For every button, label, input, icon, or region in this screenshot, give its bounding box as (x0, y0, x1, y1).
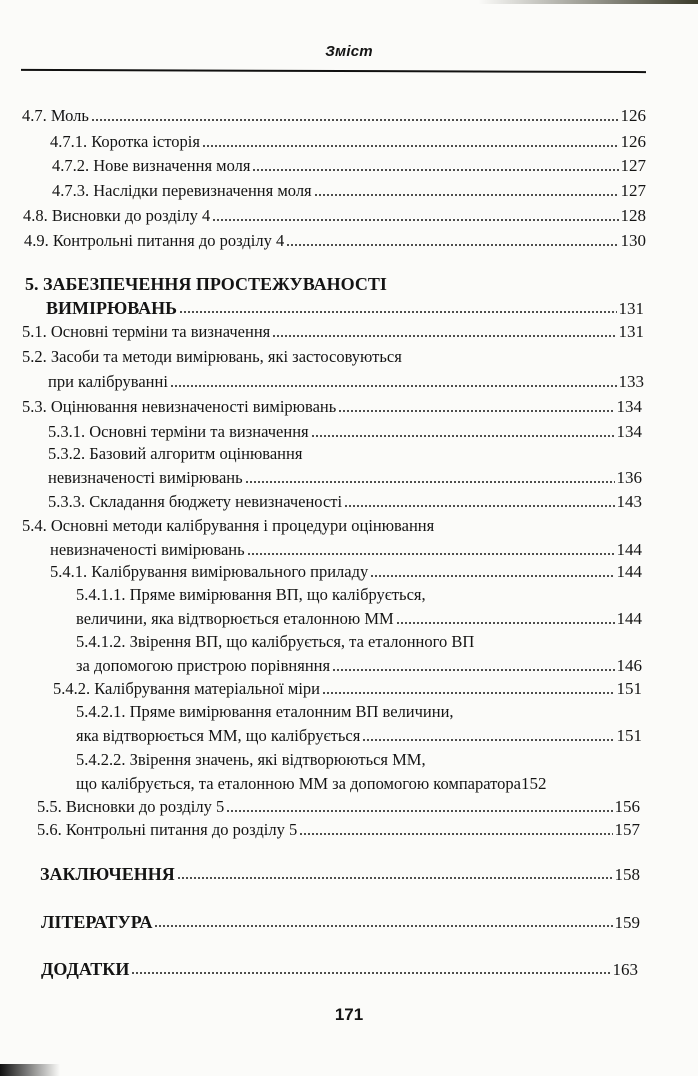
dot-leader (131, 961, 610, 978)
toc-entry-page: 127 (620, 181, 646, 200)
toc-entry-title: ЗАКЛЮЧЕННЯ (40, 864, 175, 884)
toc-entry[interactable] (0, 654, 698, 678)
dot-leader (179, 300, 616, 317)
toc-entry-line1 (0, 514, 698, 538)
toc-entry-page: 144 (616, 562, 642, 581)
toc-entry-line1 (0, 345, 698, 369)
dot-leader (154, 914, 612, 931)
dot-leader (299, 822, 612, 839)
dot-leader (177, 866, 613, 883)
toc-entry-title: 4.7.2. Нове визначення моля (52, 156, 251, 175)
dot-leader (91, 108, 619, 125)
toc-entry-page: 131 (618, 299, 644, 318)
toc-entry-title: 4.7. Моль (22, 106, 89, 125)
toc-entry-page: 158 (614, 865, 640, 884)
toc-entry-title: ДОДАТКИ (41, 959, 130, 979)
toc-entry-title: 5.1. Основні терміни та визначення (22, 322, 271, 341)
dot-leader (286, 233, 618, 250)
toc-entry-title: ЛІТЕРАТУРА (41, 912, 153, 932)
toc-entry[interactable] (0, 179, 698, 203)
toc-entry-title: 5.3. Оцінювання невизначеності вимірювань (22, 397, 337, 416)
toc-entry[interactable] (0, 104, 698, 128)
toc-entry-title: яка відтворюється ММ, що калібрується (76, 726, 361, 745)
toc-entry-line1 (0, 748, 698, 772)
toc-entry[interactable] (0, 204, 698, 228)
dot-leader (170, 374, 617, 391)
toc-entry-title: 5.4.1. Калібрування вимірювального приладу (50, 562, 369, 581)
toc-entry[interactable] (0, 677, 698, 701)
toc-entry[interactable] (0, 320, 698, 344)
toc-entry-title-line1: 5.3.2. Базовий алгоритм оцінювання (48, 444, 303, 463)
page-number: 171 (334, 1005, 364, 1024)
toc-entry-title-line1: 5.2. Засоби та методи вимірювань, які застосовуються (22, 347, 402, 366)
toc-entry-line1 (0, 583, 698, 607)
toc-entry-page: 146 (616, 656, 642, 675)
toc-entry-title-line1: 5.4.1.1. Пряме вимірювання ВП, що калібрується, (76, 585, 426, 604)
toc-entry[interactable] (0, 466, 698, 490)
toc-entry-page: 151 (616, 679, 642, 698)
toc-entry-page: 134 (616, 397, 642, 416)
toc-entry[interactable] (0, 370, 698, 394)
toc-entry-title: величини, яка відтворюється еталонною ММ (76, 609, 394, 628)
toc-entry[interactable] (0, 818, 698, 842)
toc-entry-title: 5.3.1. Основні терміни та визначення (48, 422, 309, 441)
header-rule (21, 69, 646, 73)
dot-leader (212, 208, 618, 225)
toc-entry[interactable] (0, 724, 698, 748)
dot-leader (338, 399, 614, 416)
toc-entry-title: 5.4.2. Калібрування матеріальної міри (53, 679, 320, 698)
toc-entry-title: невизначеності вимірювань (50, 540, 245, 559)
toc-entry[interactable] (0, 795, 698, 819)
dot-leader (311, 424, 615, 441)
dot-leader (362, 728, 614, 745)
toc-entry[interactable] (0, 154, 698, 178)
toc-entry[interactable] (0, 772, 698, 796)
toc-entry[interactable] (0, 130, 698, 154)
running-title: Зміст (325, 43, 373, 60)
toc-entry-conclusion[interactable] (0, 862, 698, 886)
toc-chapter-title-line (0, 272, 698, 296)
dot-leader (370, 564, 614, 581)
toc-entry-page: 144 (616, 540, 642, 559)
toc-entry[interactable] (0, 420, 698, 444)
toc-chapter-entry[interactable] (0, 296, 698, 320)
toc-entry-title-line1: 5. ЗАБЕЗПЕЧЕННЯ ПРОСТЕЖУВАНОСТІ (25, 274, 387, 294)
toc-entry-page: 157 (614, 820, 640, 839)
dot-leader (272, 324, 616, 341)
toc-entry-title: 5.5. Висновки до розділу 5 (37, 797, 225, 816)
toc-entry-page: 126 (620, 132, 646, 151)
toc-entry-title: 4.7.1. Коротка історія (50, 132, 200, 151)
toc-entry-title: ВИМІРЮВАНЬ (46, 298, 178, 318)
toc-entry-line1 (0, 700, 698, 724)
page-edge-shadow (0, 1064, 60, 1076)
toc-entry-page: 152 (520, 774, 547, 793)
toc-entry[interactable] (0, 607, 698, 631)
toc-entry-page: 151 (616, 726, 642, 745)
toc-entry[interactable] (0, 538, 698, 562)
dot-leader (245, 470, 615, 487)
toc-entry-title: 4.8. Висновки до розділу 4 (23, 206, 211, 225)
toc-entry-title-line1: 5.4.2.2. Звірення значень, які відтворюються ММ, (76, 750, 426, 769)
toc-entry-page: 144 (616, 609, 642, 628)
toc-entry-page: 134 (616, 422, 642, 441)
toc-entry-line1 (0, 630, 698, 654)
toc-entry-line1 (0, 442, 698, 466)
toc-entry[interactable] (0, 560, 698, 584)
toc-entry-page: 159 (614, 913, 640, 932)
toc-entry-page: 128 (620, 206, 646, 225)
page-edge-shadow (478, 0, 698, 4)
toc-entry-page: 127 (620, 156, 646, 175)
toc-entry[interactable] (0, 229, 698, 253)
toc-entry-title-line1: 5.4.1.2. Звірення ВП, що калібрується, та еталонного ВП (76, 632, 475, 651)
toc-entry-title-line1: 5.4. Основні методи калібрування і процедури оцінювання (22, 516, 435, 535)
toc-entry-title: 5.6. Контрольні питання до розділу 5 (37, 820, 298, 839)
dot-leader (322, 681, 615, 698)
toc-entry-page: 163 (612, 960, 638, 979)
toc-entry-title: 5.3.3. Складання бюджету невизначеності (48, 492, 343, 511)
toc-entry-title: при калібруванні (48, 372, 168, 391)
toc-entry[interactable] (0, 395, 698, 419)
toc-entry-page: 143 (616, 492, 642, 511)
toc-entry-page: 136 (616, 468, 642, 487)
dot-leader (226, 799, 612, 816)
toc-entry-title: 4.9. Контрольні питання до розділу 4 (24, 231, 285, 250)
toc-entry-title: за допомогою пристрою порівняння (76, 656, 331, 675)
toc-entry-page: 130 (620, 231, 646, 250)
toc-entry-title: невизначеності вимірювань (48, 468, 243, 487)
toc-entry-page: 131 (618, 322, 644, 341)
toc-entry[interactable] (0, 490, 698, 514)
toc-entry-page: 133 (618, 372, 644, 391)
dot-leader (396, 611, 615, 628)
dot-leader (202, 134, 619, 151)
dot-leader (332, 658, 614, 675)
toc-entry-title-line1: 5.4.2.1. Пряме вимірювання еталонним ВП величини, (76, 702, 454, 721)
toc-entry-title: що калібрується, та еталонною ММ за допомогою компаратора (76, 774, 521, 793)
toc-entry-page: 126 (620, 106, 646, 125)
toc-entry-title: 4.7.3. Наслідки перевизначення моля (52, 181, 312, 200)
dot-leader (314, 183, 619, 200)
toc-entry-appendices[interactable] (0, 957, 698, 981)
dot-leader (252, 158, 618, 175)
dot-leader (344, 494, 614, 511)
toc-entry-references[interactable] (0, 910, 698, 934)
toc-entry-page: 156 (614, 797, 640, 816)
dot-leader (247, 542, 615, 559)
